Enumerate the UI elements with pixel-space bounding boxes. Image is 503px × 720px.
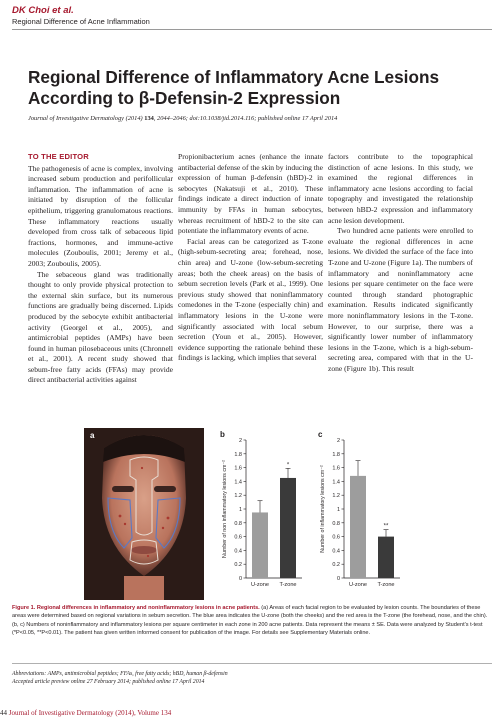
- y-tick-label: 0.8: [234, 520, 242, 527]
- paragraph: Propionibacterium acnes (enhance the innate antibacterial defense of the skin by inducing the expression of human β-defensin (hBD)-2 in sebocytes (Nakatsuji et al., 2010). These findings indicate a direct induction of innate immunity by FFAs in human sebocytes, whereas recruitment of hBD-2 to the site can potentiate the inflammatory events of acne.: [178, 152, 323, 236]
- footer-journal: Journal of Investigative Dermatology (2014), Volume 134: [8, 709, 172, 717]
- bar: [280, 478, 296, 578]
- face-photo-illustration: [84, 428, 204, 600]
- citation-rest: , 2044–2046; doi:10.1038/jid.2014.116; published online 17 April 2014: [153, 115, 338, 122]
- body-column-1: [28, 152, 173, 386]
- header-rule: [12, 29, 492, 30]
- significance-marker: *: [286, 462, 290, 469]
- y-tick-label: 1: [238, 507, 242, 513]
- bar: [350, 476, 366, 578]
- y-tick-label: 1: [336, 507, 340, 513]
- panel-label-a: a: [90, 431, 95, 440]
- figure-caption: [12, 604, 492, 638]
- paragraph: The sebaceous gland was traditionally thought to only provide physical protection to the external skin surface, but its numerous functions are gradually being discerned. Lipids produced by the sebocyte exhibit antibacterial activity (Georgel et al., 2005), and antimicrobial peptides (AMPs) have been found in human pilosebaceous units (Chronnell et al., 2001). A recent study showed that sebum-free fatty acids (FFAs) may provide direct antibacterial activities against: [28, 269, 173, 385]
- footnotes: [12, 670, 492, 686]
- y-tick-label: 1.8: [332, 451, 340, 458]
- y-tick-label: 0.8: [332, 520, 340, 527]
- article-citation: [28, 115, 337, 122]
- abbreviations: Abbreviations: AMPs, antimicrobial peptides; FFAs, free fatty acids; hBD, human β-defensin: [12, 671, 228, 677]
- article-title: Regional Difference of Inflammatory Acne Lesions According to β-Defensin-2 Expression: [28, 67, 439, 108]
- paragraph: Two hundred acne patients were enrolled to evaluate the regional differences in acne lesions. We divided the surface of the face into T-zone and U-zone (Figure 1a). The numbers of inflammatory and noninflammatory acne lesions per square centimeter on the face were counted through standard photographic examination. Results indicated significantly more noninflammatory lesions in the T-zone. However, to our surprise, there was a significantly lower number of inflammatory lesions in the T-zone, which is a high-sebum-secreting area, compared with that in the U-zone (Figure 1b). This result: [328, 226, 473, 373]
- y-tick-label: 0.2: [332, 562, 340, 569]
- y-tick-label: 1.4: [234, 479, 242, 486]
- y-tick-label: 2: [238, 438, 242, 444]
- y-tick-label: 0.6: [332, 534, 340, 541]
- running-subtitle: Regional Difference of Acne Inflammation: [12, 17, 150, 26]
- bar: [378, 537, 394, 578]
- footnote-rule: [12, 663, 492, 664]
- paragraph: factors contribute to the topographical distinction of acne lesions. In this study, we examined the regional differences in inflammatory acne lesions according to facial topography and investigated the relationship between hBD-2 expression and inflammatory acne lesion development.: [328, 152, 473, 225]
- bar: [252, 512, 268, 578]
- body-column-3: [328, 152, 473, 374]
- y-tick-label: 1.8: [234, 451, 242, 458]
- section-heading: TO THE EDITOR: [28, 152, 89, 161]
- y-tick-label: 0.4: [332, 548, 340, 555]
- y-tick-label: 1.6: [332, 465, 340, 472]
- panel-label-c: c: [318, 430, 323, 439]
- y-axis-label: Number of inflammatory lesions cm⁻²: [320, 465, 326, 553]
- paragraph: Facial areas can be categorized as T-zone (high-sebum-secreting area; forehead, nose, chin area) and U-zone (low-sebum-secreting areas; both the cheek areas) on the basis of sebum secretion levels (Park et al., 1999). One previous study showed that noninflammatory comedones in the T-zone (especially chin) and inflammatory lesions in the U-zone were significantly associated with local sebum secretion (Youn et al., 2005). However, evidence supporting the rationale behind these findings is lacking, which implies that several: [178, 236, 323, 363]
- y-tick-label: 1.4: [332, 479, 340, 486]
- y-tick-label: 0: [238, 576, 242, 582]
- y-tick-label: 0.4: [234, 548, 242, 555]
- y-axis-label: Number of non inflammatory lesions cm⁻²: [222, 460, 228, 558]
- y-tick-label: 0.2: [234, 562, 242, 569]
- y-tick-label: 1.6: [234, 465, 242, 472]
- bar-charts: [208, 428, 408, 600]
- caption-text: (a) Areas of each facial region to be evaluated by lesion counts. The boundaries of these areas were determined based on regional variations in sebum secretion. The blue area indicates the U-zone (both the cheeks) and the red area is the T-zone (the forehead, nose, and the chin). (b, c) Numbers of noninflammatory and inflammatory lesions per square centimeter in each zone in 200 acne patients. Data represent the means ± SE. Data were analyzed by Student's t-test (*P<0.05, **P<0.01). The patient has given written informed consent for publication of the image. For details see Supplementary Materials online.: [12, 605, 488, 637]
- panel-label-b: b: [220, 430, 225, 439]
- category-label: U-zone: [250, 582, 270, 588]
- y-tick-label: 2: [336, 438, 340, 444]
- category-label: T-zone: [279, 582, 297, 588]
- page-footer: [0, 709, 171, 717]
- body-column-2: [178, 152, 323, 364]
- face-photo: [84, 428, 204, 600]
- y-tick-label: 1.2: [234, 493, 242, 500]
- category-label: U-zone: [348, 582, 368, 588]
- page-number: 44: [0, 709, 7, 717]
- category-label: T-zone: [377, 582, 395, 588]
- y-tick-label: 0: [336, 576, 340, 582]
- y-tick-label: 1.2: [332, 493, 340, 500]
- y-tick-label: 0.6: [234, 534, 242, 541]
- paragraph: The pathogenesis of acne is complex, involving increased sebum production and perifollicular inflammation. The inflammation of acne is initiated by disruption of the follicular epithelium, triggering granulomatous reactions. These inflammatory reactions usually developed from cross talk of sebaceous lipid fractions, hormones, and immune-active molecules (Zouboulis, 2001; Jeremy et al., 2003; Zouboulis, 2005).: [28, 163, 173, 268]
- citation-journal: Journal of Investigative Dermatology (2014): [28, 115, 145, 122]
- running-author: DK Choi et al.: [12, 5, 74, 16]
- significance-marker: **: [383, 523, 389, 530]
- publication-dates: Accepted article preview online 27 February 2014; published online 17 April 2014: [12, 679, 205, 685]
- citation-volume: 134: [144, 115, 154, 122]
- caption-title: Figure 1. Regional differences in inflammatory and noninflammatory lesions in acne patients.: [12, 605, 260, 611]
